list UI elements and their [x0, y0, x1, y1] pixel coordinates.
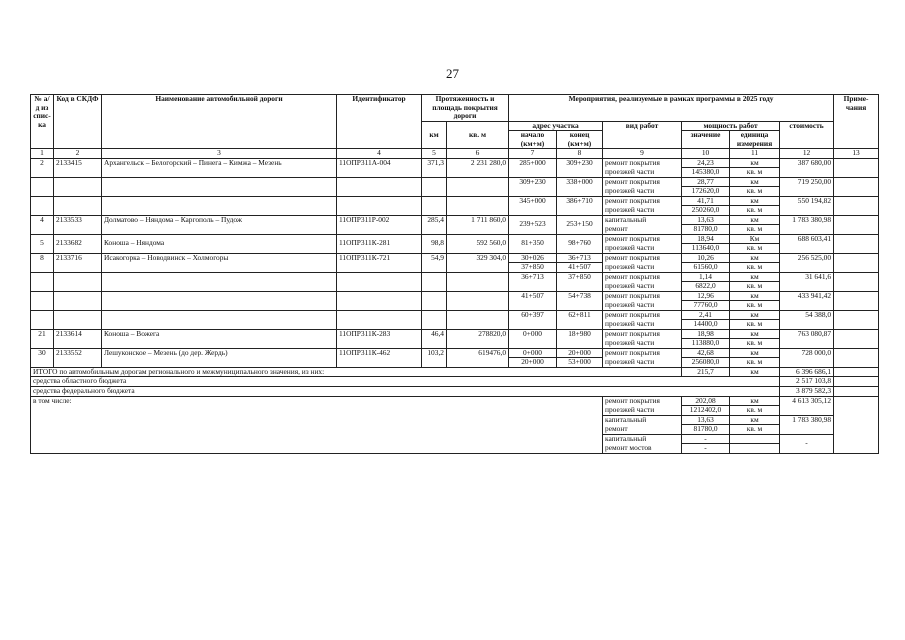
work-type: проезжей части: [603, 282, 682, 292]
col-num: 13: [834, 149, 879, 159]
notes-cell: [834, 291, 879, 310]
work-unit: км: [730, 253, 780, 263]
col-num: 6: [447, 149, 509, 159]
work-unit: кв. м: [730, 168, 780, 178]
federal-cost: 3 879 582,3: [780, 386, 834, 396]
work-unit: [730, 444, 780, 454]
empty-cell: [422, 177, 447, 196]
road-no: 2: [31, 158, 54, 177]
col-num: 9: [603, 149, 682, 159]
work-unit: кв. м: [730, 263, 780, 273]
col-num: 3: [102, 149, 337, 159]
road-code: 2133533: [54, 215, 102, 234]
road-km: 285,4: [422, 215, 447, 234]
road-name: Долматово – Няндома – Каргополь – Пудож: [102, 215, 337, 234]
work-unit: [730, 434, 780, 444]
work-value: 256080,0: [682, 358, 730, 368]
notes-cell: [834, 367, 879, 377]
notes-cell: [834, 272, 879, 291]
header-end: конец (км+м): [557, 131, 603, 149]
work-value: 18,98: [682, 329, 730, 339]
work-value: 202,08: [682, 396, 730, 406]
empty-cell: [447, 291, 509, 310]
road-id: 11ОПР311К-281: [337, 234, 422, 253]
work-value: 1,14: [682, 272, 730, 282]
work-unit: км: [730, 272, 780, 282]
work-type: ремонт покрытия: [603, 272, 682, 282]
road-code: 2133716: [54, 253, 102, 272]
notes-cell: [834, 196, 879, 215]
empty-cell: [102, 272, 337, 291]
work-value: 42,68: [682, 348, 730, 358]
work-cost: 1 783 380,98: [780, 415, 834, 434]
work-unit: км: [730, 196, 780, 206]
road-km: 46,4: [422, 329, 447, 348]
col-num: 5: [422, 149, 447, 159]
section-end: 253+150: [557, 215, 603, 234]
empty-cell: [54, 177, 102, 196]
table-row: [31, 158, 879, 168]
empty-cell: [447, 196, 509, 215]
road-sqm: 1 711 860,0: [447, 215, 509, 234]
road-sqm: 592 560,0: [447, 234, 509, 253]
section-end: 41+507: [557, 263, 603, 273]
header-start: начало (км+м): [509, 131, 557, 149]
road-km: 371,3: [422, 158, 447, 177]
work-value: 41,71: [682, 196, 730, 206]
header-identifier: Идентификатор: [337, 95, 422, 149]
work-type: ремонт покрытия: [603, 310, 682, 320]
section-start: 239+523: [509, 215, 557, 234]
work-cost: 256 525,00: [780, 253, 834, 272]
including-label: в том числе:: [31, 396, 603, 453]
work-type: проезжей части: [603, 187, 682, 197]
header-no: № а/д из спис-ка: [31, 95, 54, 149]
header-capacity: мощность работ: [682, 121, 780, 131]
road-no: 21: [31, 329, 54, 348]
work-unit: км: [730, 215, 780, 225]
work-value: 1212402,0: [682, 406, 730, 416]
column-number-row: [31, 149, 879, 159]
section-end: 98+760: [557, 234, 603, 253]
work-value: -: [682, 444, 730, 454]
work-type: ремонт мостов: [603, 444, 682, 454]
work-unit: км: [730, 310, 780, 320]
header-length-area: Протяженность и площадь покрытия дороги: [422, 95, 509, 122]
work-cost: 550 194,82: [780, 196, 834, 215]
notes-cell: [834, 396, 879, 453]
work-cost: 433 941,42: [780, 291, 834, 310]
work-type: проезжей части: [603, 263, 682, 273]
header-value: значение: [682, 131, 730, 149]
section-start: 37+850: [509, 263, 557, 273]
empty-cell: [337, 177, 422, 196]
road-sqm: 329 304,0: [447, 253, 509, 272]
road-km: 103,2: [422, 348, 447, 367]
road-id: 11ОПР311Р-002: [337, 215, 422, 234]
empty-cell: [102, 291, 337, 310]
road-no: 5: [31, 234, 54, 253]
header-unit: единица измерения: [730, 131, 780, 149]
header-measures: Мероприятия, реализуемые в рамках программы в 2025 году: [509, 95, 834, 122]
work-cost: 1 783 380,98: [780, 215, 834, 234]
total-row: [31, 367, 879, 377]
road-code: 2133614: [54, 329, 102, 348]
empty-cell: [54, 310, 102, 329]
road-name: Коноша – Вожега: [102, 329, 337, 348]
work-value: 24,23: [682, 158, 730, 168]
work-unit: кв. м: [730, 225, 780, 235]
work-value: 12,96: [682, 291, 730, 301]
header-work-type: вид работ: [603, 121, 682, 149]
empty-cell: [31, 291, 54, 310]
table-row: [31, 329, 879, 339]
work-type: проезжей части: [603, 244, 682, 254]
federal-label: средства федерального бюджета: [31, 386, 780, 396]
road-program-table: [30, 94, 879, 454]
section-start: 20+000: [509, 358, 557, 368]
empty-cell: [31, 310, 54, 329]
work-unit: кв. м: [730, 206, 780, 216]
work-unit: км: [730, 348, 780, 358]
work-type: ремонт: [603, 225, 682, 235]
section-end: 20+000: [557, 348, 603, 358]
work-type: ремонт покрытия: [603, 396, 682, 406]
road-no: 30: [31, 348, 54, 367]
work-unit: кв. м: [730, 425, 780, 435]
road-name: Коноша – Няндома: [102, 234, 337, 253]
road-code: 2133415: [54, 158, 102, 177]
federal-budget-row: [31, 386, 879, 396]
empty-cell: [54, 272, 102, 291]
section-end: 54+738: [557, 291, 603, 310]
work-cost: -: [780, 434, 834, 453]
col-num: 11: [730, 149, 780, 159]
col-num: 7: [509, 149, 557, 159]
table-row: [31, 177, 879, 187]
road-name: Архангельск – Белогорский – Пинега – Кимжа – Мезень: [102, 158, 337, 177]
empty-cell: [31, 272, 54, 291]
work-value: 13,63: [682, 415, 730, 425]
table-row: [31, 215, 879, 225]
col-num: 1: [31, 149, 54, 159]
section-end: 62+811: [557, 310, 603, 329]
road-id: 11ОПР311К-721: [337, 253, 422, 272]
work-type: капитальный: [603, 415, 682, 425]
section-end: 53+000: [557, 358, 603, 368]
work-type: ремонт покрытия: [603, 177, 682, 187]
work-type: проезжей части: [603, 406, 682, 416]
work-value: 81780,0: [682, 225, 730, 235]
empty-cell: [54, 196, 102, 215]
work-unit: кв. м: [730, 320, 780, 330]
notes-cell: [834, 348, 879, 367]
work-type: ремонт: [603, 425, 682, 435]
col-num: 4: [337, 149, 422, 159]
work-unit: кв. м: [730, 282, 780, 292]
section-end: 36+713: [557, 253, 603, 263]
work-value: 113640,0: [682, 244, 730, 254]
work-unit: кв. м: [730, 339, 780, 349]
work-unit: кв. м: [730, 187, 780, 197]
header-address: адрес участка: [509, 121, 603, 131]
col-num: 12: [780, 149, 834, 159]
section-end: 18+980: [557, 329, 603, 348]
road-sqm: 2 231 280,0: [447, 158, 509, 177]
work-unit: кв. м: [730, 244, 780, 254]
table-row: [31, 310, 879, 320]
work-type: ремонт покрытия: [603, 158, 682, 168]
table-row: [31, 348, 879, 358]
section-start: 81+350: [509, 234, 557, 253]
total-cost: 6 396 686,1: [780, 367, 834, 377]
work-value: 13,63: [682, 215, 730, 225]
notes-cell: [834, 253, 879, 272]
table-row: [31, 234, 879, 244]
work-value: 113880,0: [682, 339, 730, 349]
header-cost: стоимость: [780, 121, 834, 149]
work-cost: 31 641,6: [780, 272, 834, 291]
road-no: 4: [31, 215, 54, 234]
work-unit: км: [730, 396, 780, 406]
section-start: 41+507: [509, 291, 557, 310]
header-road-name: Наименование автомобильной дороги: [102, 95, 337, 149]
notes-cell: [834, 177, 879, 196]
work-type: ремонт покрытия: [603, 196, 682, 206]
col-num: 10: [682, 149, 730, 159]
work-type: капитальный: [603, 434, 682, 444]
section-end: 338+000: [557, 177, 603, 196]
empty-cell: [337, 272, 422, 291]
section-start: 0+000: [509, 348, 557, 358]
road-name: Лешуконское – Мезень (до дер. Жердь): [102, 348, 337, 367]
road-sqm: 619476,0: [447, 348, 509, 367]
work-value: 172620,0: [682, 187, 730, 197]
section-start: 36+713: [509, 272, 557, 291]
work-value: 250260,0: [682, 206, 730, 216]
work-value: 81780,0: [682, 425, 730, 435]
work-type: капитальный: [603, 215, 682, 225]
work-type: ремонт покрытия: [603, 234, 682, 244]
header-notes: Приме-чания: [834, 95, 879, 149]
col-num: 2: [54, 149, 102, 159]
work-value: -: [682, 434, 730, 444]
col-num: 8: [557, 149, 603, 159]
work-type: проезжей части: [603, 320, 682, 330]
road-km: 54,9: [422, 253, 447, 272]
section-start: 0+000: [509, 329, 557, 348]
work-unit: км: [730, 415, 780, 425]
empty-cell: [337, 291, 422, 310]
road-code: 2133682: [54, 234, 102, 253]
empty-cell: [447, 177, 509, 196]
work-type: проезжей части: [603, 358, 682, 368]
empty-cell: [102, 310, 337, 329]
work-type: ремонт покрытия: [603, 253, 682, 263]
including-row: [31, 396, 879, 406]
road-no: 8: [31, 253, 54, 272]
road-km: 98,8: [422, 234, 447, 253]
empty-cell: [422, 196, 447, 215]
work-cost: 719 250,00: [780, 177, 834, 196]
empty-cell: [31, 196, 54, 215]
work-cost: 4 613 305,12: [780, 396, 834, 415]
notes-cell: [834, 377, 879, 387]
empty-cell: [102, 196, 337, 215]
work-cost: 763 080,87: [780, 329, 834, 348]
notes-cell: [834, 310, 879, 329]
regional-budget-row: [31, 377, 879, 387]
total-unit: км: [730, 367, 780, 377]
empty-cell: [447, 310, 509, 329]
notes-cell: [834, 234, 879, 253]
work-unit: кв. м: [730, 406, 780, 416]
header-code: Код в СКДФ: [54, 95, 102, 149]
road-id: 11ОПР311А-004: [337, 158, 422, 177]
empty-cell: [31, 177, 54, 196]
work-type: ремонт покрытия: [603, 348, 682, 358]
table-row: [31, 253, 879, 263]
road-sqm: 278820,0: [447, 329, 509, 348]
work-unit: км: [730, 177, 780, 187]
notes-cell: [834, 215, 879, 234]
work-value: 6822,0: [682, 282, 730, 292]
work-type: ремонт покрытия: [603, 291, 682, 301]
table-row: [31, 272, 879, 282]
empty-cell: [422, 272, 447, 291]
road-id: 11ОПР311К-283: [337, 329, 422, 348]
total-label: ИТОГО по автомобильным дорогам регионального и межмуниципального значения, из них:: [31, 367, 682, 377]
road-code: 2133552: [54, 348, 102, 367]
work-type: проезжей части: [603, 301, 682, 311]
notes-cell: [834, 386, 879, 396]
total-km: 215,7: [682, 367, 730, 377]
work-value: 14400,0: [682, 320, 730, 330]
header-sqm: кв. м: [447, 121, 509, 149]
work-value: 77760,0: [682, 301, 730, 311]
header-km: км: [422, 121, 447, 149]
work-cost: 728 000,0: [780, 348, 834, 367]
work-unit: кв. м: [730, 301, 780, 311]
notes-cell: [834, 158, 879, 177]
empty-cell: [54, 291, 102, 310]
work-value: 18,94: [682, 234, 730, 244]
empty-cell: [422, 310, 447, 329]
work-type: ремонт покрытия: [603, 329, 682, 339]
work-unit: км: [730, 329, 780, 339]
road-id: 11ОПР311К-462: [337, 348, 422, 367]
work-type: проезжей части: [603, 168, 682, 178]
section-end: 386+710: [557, 196, 603, 215]
work-value: 145380,0: [682, 168, 730, 178]
work-type: проезжей части: [603, 206, 682, 216]
section-end: 37+850: [557, 272, 603, 291]
regional-label: средства областного бюджета: [31, 377, 780, 387]
section-start: 285+000: [509, 158, 557, 177]
page-number: 27: [446, 66, 459, 81]
road-name: Исакогорка – Новодвинск – Холмогоры: [102, 253, 337, 272]
empty-cell: [447, 272, 509, 291]
regional-cost: 2 517 103,8: [780, 377, 834, 387]
empty-cell: [337, 196, 422, 215]
work-unit: км: [730, 291, 780, 301]
notes-cell: [834, 329, 879, 348]
empty-cell: [337, 310, 422, 329]
section-end: 309+230: [557, 158, 603, 177]
work-value: 2,41: [682, 310, 730, 320]
section-start: 30+026: [509, 253, 557, 263]
work-unit: км: [730, 158, 780, 168]
work-value: 10,26: [682, 253, 730, 263]
work-unit: кв. м: [730, 358, 780, 368]
table-row: [31, 291, 879, 301]
empty-cell: [422, 291, 447, 310]
section-start: 60+397: [509, 310, 557, 329]
work-type: проезжей части: [603, 339, 682, 349]
work-cost: 688 603,41: [780, 234, 834, 253]
work-value: 61560,0: [682, 263, 730, 273]
table-row: [31, 196, 879, 206]
work-unit: Км: [730, 234, 780, 244]
work-cost: 387 680,00: [780, 158, 834, 177]
work-cost: 54 388,0: [780, 310, 834, 329]
work-value: 28,77: [682, 177, 730, 187]
section-start: 309+230: [509, 177, 557, 196]
section-start: 345+000: [509, 196, 557, 215]
empty-cell: [102, 177, 337, 196]
